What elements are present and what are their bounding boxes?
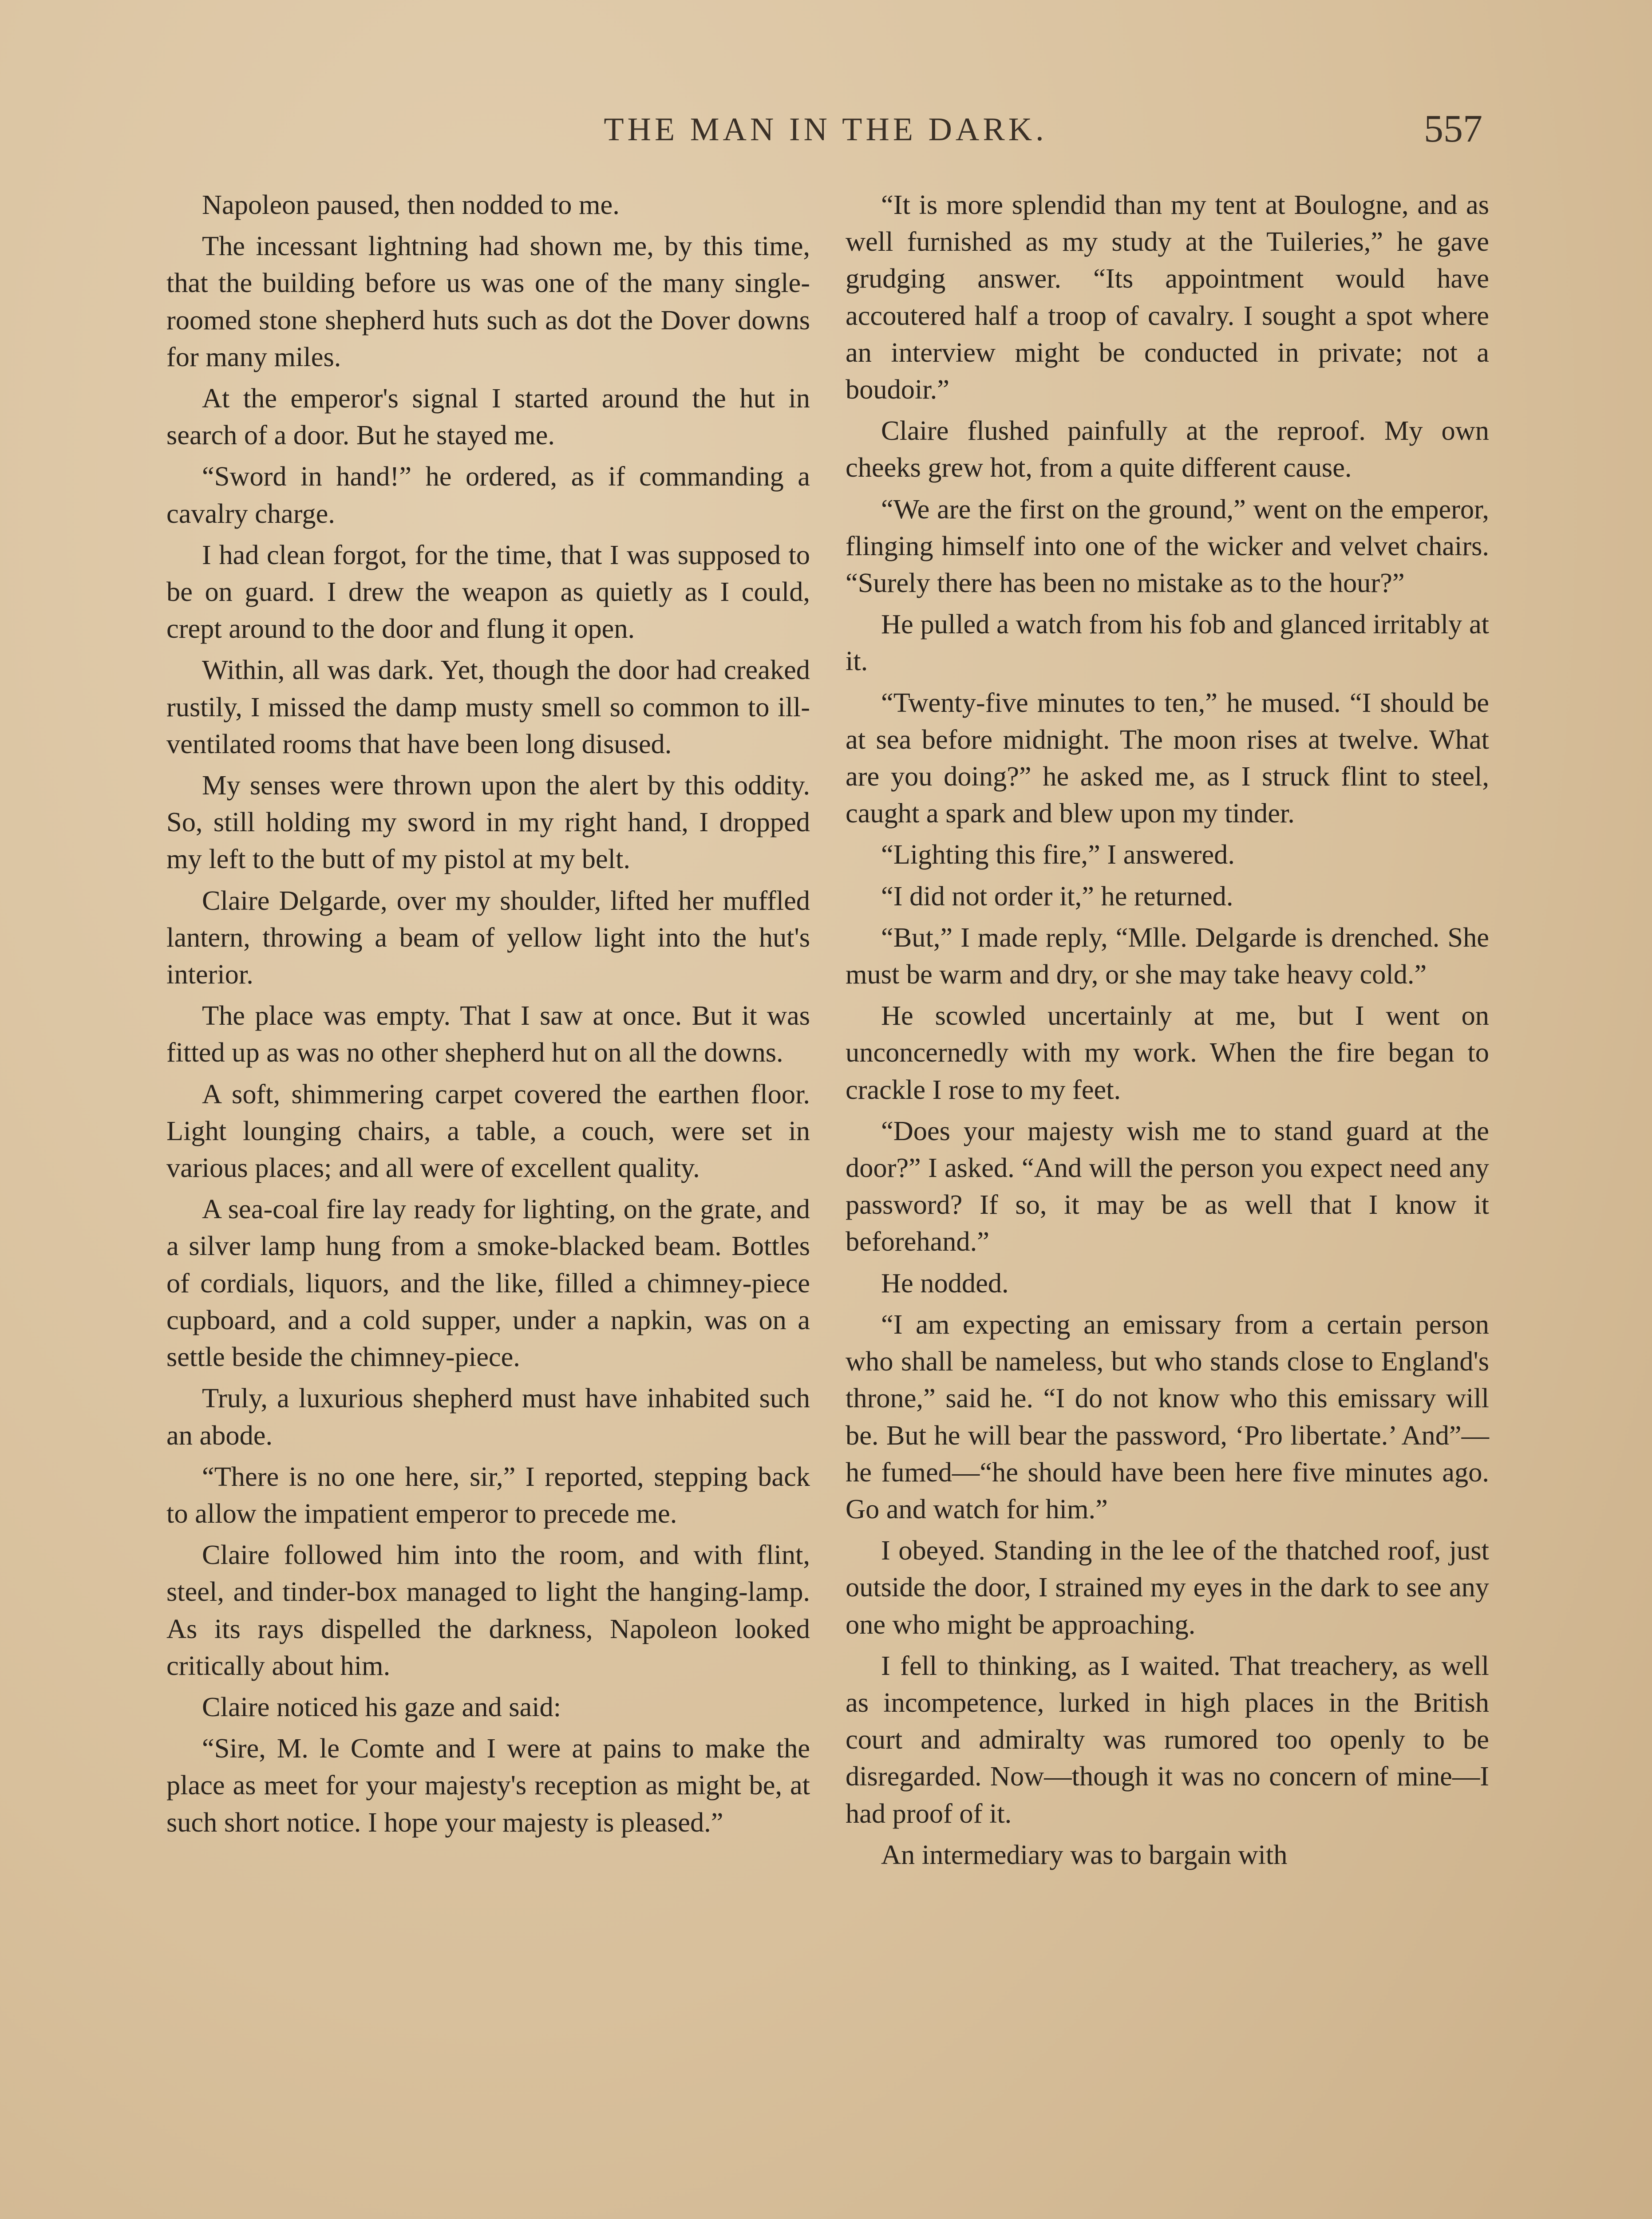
paragraph: “We are the first on the ground,” went on the emperor, flinging himself into one of the wicker and velvet chairs. “Surely there has been no mistake as to the hour?” <box>846 494 1489 599</box>
paragraph: He pulled a watch from his fob and glanced irritably at it. <box>846 609 1489 677</box>
paragraph: An intermediary was to bargain with <box>881 1839 1288 1870</box>
paragraph: “But,” I made reply, “Mlle. Delgarde is drenched. She must be warm and dry, or she may take heavy cold.” <box>846 922 1489 990</box>
paragraph: Claire flushed painfully at the reproof. My own cheeks grew hot, from a quite different cause. <box>846 415 1489 483</box>
right-column <box>846 186 1489 1878</box>
paragraph: A sea-coal fire lay ready for lighting, on the grate, and a silver lamp hung from a smoke-blacked beam. Bottles of cordials, liquors, and the like, filled a chimney-piece cupboard, and a cold supper, under a napkin, was on a settle beside the chimney-piece. <box>166 1194 810 1373</box>
paragraph: I had clean forgot, for the time, that I was supposed to be on guard. I drew the weapon as quietly as I could, crept around to the door and flung it open. <box>166 539 810 644</box>
paragraph: Truly, a luxurious shepherd must have inhabited such an abode. <box>166 1383 810 1451</box>
paragraph: My senses were thrown upon the alert by this oddity. So, still holding my sword in my right hand, I dropped my left to the butt of my pistol at my belt. <box>166 770 810 875</box>
paragraph: “Lighting this fire,” I answered. <box>881 839 1235 870</box>
paragraph: “There is no one here, sir,” I reported, stepping back to allow the impatient emperor to precede me. <box>166 1461 810 1529</box>
paragraph: He scowled uncertainly at me, but I went on unconcernedly with my work. When the fire began to crackle I rose to my feet. <box>846 1000 1489 1105</box>
paragraph: “Sword in hand!” he ordered, as if commanding a cavalry charge. <box>166 461 810 529</box>
paragraph: I obeyed. Standing in the lee of the thatched roof, just outside the door, I strained my eyes in the dark to see any one who might be approaching. <box>846 1535 1489 1640</box>
paragraph: The incessant lightning had shown me, by this time, that the building before us was one of the many single-roomed stone shepherd huts such as dot the Dover downs for many miles. <box>166 231 810 372</box>
paragraph: The place was empty. That I saw at once. But it was fitted up as was no other shepherd hut on all the downs. <box>166 1000 810 1068</box>
paragraph: Napoleon paused, then nodded to me. <box>202 190 620 220</box>
paragraph: “Does your majesty wish me to stand guard at the door?” I asked. “And will the person you expect need any password? If so, it may be as well that I know it beforehand.” <box>846 1115 1489 1257</box>
paragraph: “It is more splendid than my tent at Boulogne, and as well furnished as my study at the Tuileries,” he gave grudging answer. “Its appointment would have accoutered half a troop of cavalry. I sought a spot where an interview might be conducted in private; not a boudoir.” <box>846 190 1489 405</box>
paragraph: “Twenty-five minutes to ten,” he mused. “I should be at sea before midnight. The moon rises at twelve. What are you doing?” he asked me, as I struck flint to steel, caught a spark and blew upon my tinder. <box>846 687 1489 829</box>
paragraph: A soft, shimmering carpet covered the earthen floor. Light lounging chairs, a table, a couch, were set in various places; and all were of excellent quality. <box>166 1078 810 1184</box>
page-number: 557 <box>1424 107 1482 150</box>
paragraph: “I am expecting an emissary from a certain person who shall be nameless, but who stands close to England's throne,” said he. “I do not know who this emissary will be. But he will bear the password, ‘Pro libertate.’ And”—he fumed—“he should have been here five minutes ago. Go and watch for him.” <box>846 1309 1489 1524</box>
paragraph: He nodded. <box>881 1267 1009 1299</box>
left-column <box>166 186 810 1845</box>
paragraph: At the emperor's signal I started around the hut in search of a door. But he stayed me. <box>166 383 810 451</box>
paragraph: Within, all was dark. Yet, though the door had creaked rustily, I missed the damp musty smell so common to ill-ventilated rooms that have been long disused. <box>166 655 810 759</box>
paragraph: “I did not order it,” he returned. <box>881 880 1233 912</box>
paragraph: I fell to thinking, as I waited. That treachery, as well as incompetence, lurked in high places in the British court and admiralty was rumored too openly to be disregarded. Now—though it was no concern of mine—I had proof of it. <box>846 1650 1489 1829</box>
paragraph: Claire Delgarde, over my shoulder, lifted her muffled lantern, throwing a beam of yellow light into the hut's interior. <box>166 885 810 990</box>
page-header <box>169 107 1482 164</box>
paragraph: “Sire, M. le Comte and I were at pains to make the place as meet for your majesty's reception as might be, at such short notice. I hope your majesty is pleased.” <box>166 1733 810 1838</box>
running-title: THE MAN IN THE DARK. <box>604 111 1047 148</box>
paragraph: Claire followed him into the room, and with flint, steel, and tinder-box managed to light the hanging-lamp. As its rays dispelled the darkness, Napoleon looked critically about him. <box>166 1540 810 1681</box>
paragraph: Claire noticed his gaze and said: <box>202 1691 561 1722</box>
